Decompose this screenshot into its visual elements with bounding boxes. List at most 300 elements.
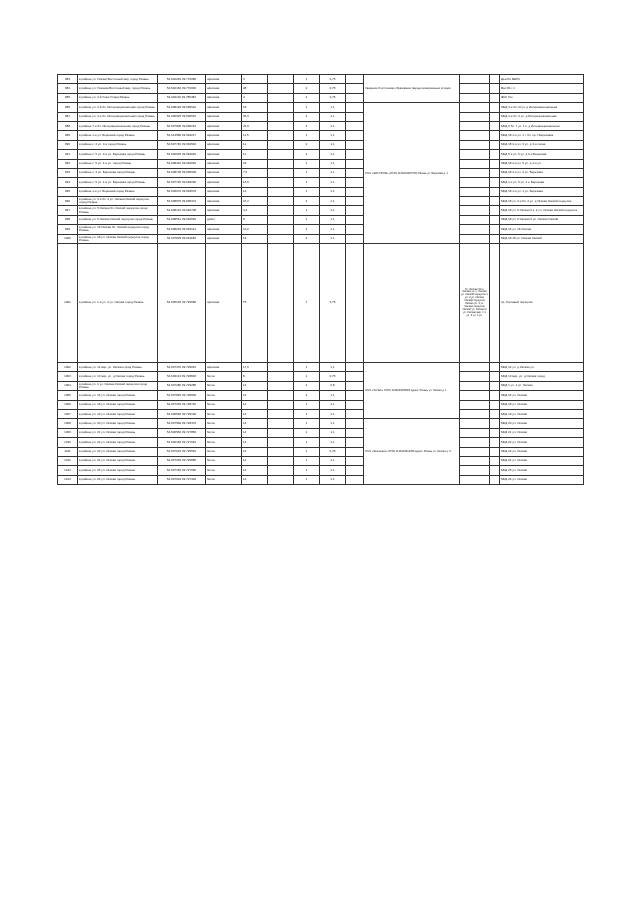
empty-cell (490, 75, 500, 84)
empty-cell (460, 234, 490, 243)
table-row (58, 456, 584, 465)
container-count-cell: 1 (294, 103, 320, 112)
address-cell: в районе с. 5 ул. 1-я ул. Березова город Рязань (78, 178, 158, 187)
empty-cell (490, 428, 500, 437)
row-number: 1004 (58, 381, 78, 390)
surface-type-cell: бетон (206, 456, 242, 465)
container-count-cell: 2 (294, 112, 320, 121)
coordinates-cell: 54.602263 39.770089 (158, 75, 206, 84)
surface-type-cell: офисная (206, 363, 242, 372)
container-count-cell: 2 (294, 84, 320, 93)
coordinates-cell: 54.607560 39.728470 (158, 419, 206, 428)
coordinates-cell: 54.607740 39.694540 (158, 140, 206, 149)
surface-type-cell: бетон (206, 391, 242, 400)
empty-cell (346, 178, 364, 187)
area-cell: 16,6 (242, 178, 268, 187)
container-count-cell: 4 (294, 391, 320, 400)
empty-cell (268, 409, 294, 418)
empty-cell (346, 438, 364, 447)
source-reference-cell: МКД 1-я ул. 5 ул. 1 к. Березова (500, 178, 584, 187)
surface-type-cell: бетон (206, 400, 242, 409)
row-number: 990 (58, 140, 78, 149)
container-volume-cell: 1,1 (320, 121, 346, 130)
row-number: 1001 (58, 244, 78, 363)
coordinates-cell: 54.602160 39.770000 (158, 84, 206, 93)
surface-type-cell: бетон (206, 466, 242, 475)
container-count-cell: 1 (294, 456, 320, 465)
container-count-cell: 1 (294, 409, 320, 418)
container-volume-cell: 1,1 (320, 475, 346, 484)
empty-cell (490, 475, 500, 484)
empty-cell (460, 84, 490, 93)
empty-cell (346, 75, 364, 84)
coordinates-cell: 54.608129 39.695622 (158, 103, 206, 112)
table-row (58, 93, 584, 102)
empty-cell (268, 75, 294, 84)
empty-cell (490, 93, 500, 102)
source-reference-cell: ФКС Тех (500, 93, 584, 102)
row-number: 995 (58, 187, 78, 196)
empty-cell (460, 75, 490, 84)
surface-type-cell: дебет (206, 215, 242, 224)
surface-type-cell: офисная (206, 197, 242, 206)
empty-cell (346, 159, 364, 168)
container-count-cell: 1 (294, 419, 320, 428)
coordinates-cell: 54.606025 39.696515 (158, 112, 206, 121)
surface-type-cell: бетон (206, 419, 242, 428)
surface-type-cell: офисная (206, 140, 242, 149)
empty-cell (268, 178, 294, 187)
source-reference-cell: МКД 23 ул. Окская (500, 447, 584, 456)
container-count-cell: 1 (294, 428, 320, 437)
address-cell: в районе ул. 22 ул. Окская город Рязань (78, 438, 158, 447)
empty-cell (346, 372, 364, 381)
empty-cell (268, 428, 294, 437)
empty-cell (346, 112, 364, 121)
empty-cell (490, 150, 500, 159)
empty-cell (490, 456, 500, 465)
container-volume-cell: 1,1 (320, 419, 346, 428)
address-cell: в районе с. 5 ул. 4-я ул. город Рязань (78, 159, 158, 168)
empty-cell (268, 121, 294, 130)
table-row (58, 475, 584, 484)
empty-cell (490, 140, 500, 149)
empty-cell (490, 466, 500, 475)
area-cell: 14 (242, 438, 268, 447)
coordinates-cell: 54.613580 39.694217 (158, 131, 206, 140)
container-volume-cell: 1,1 (320, 150, 346, 159)
row-number: 985 (58, 93, 78, 102)
source-reference-cell: МКД 1 ул. 1 ул. Окская (500, 381, 584, 390)
empty-cell (460, 159, 490, 168)
empty-cell (268, 447, 294, 456)
address-cell: в районе 7-я бл. Интернациональная город Рязань (78, 121, 158, 130)
empty-cell (346, 419, 364, 428)
container-volume-cell: 1,1 (320, 466, 346, 475)
empty-cell (268, 112, 294, 121)
container-count-cell: 1 (294, 363, 320, 372)
container-volume-cell: 1,1 (320, 168, 346, 177)
container-count-cell: 1 (294, 447, 320, 456)
container-volume-cell: 1,1 (320, 140, 346, 149)
coordinates-cell: 54.607260 39.728740 (158, 400, 206, 409)
table-row (58, 391, 584, 400)
area-cell: 7,5 (242, 168, 268, 177)
row-number: 998 (58, 215, 78, 224)
empty-cell (460, 391, 490, 400)
empty-cell (490, 112, 500, 121)
empty-cell (460, 419, 490, 428)
source-reference-cell: МКД 16 ул. 16 Окская (500, 225, 584, 234)
surface-type-cell: бетон (206, 381, 242, 390)
empty-cell (268, 131, 294, 140)
container-volume-cell: 0,75 (320, 93, 346, 102)
surface-type-cell: бетон (206, 372, 242, 381)
empty-cell (268, 225, 294, 234)
table-row (58, 121, 584, 130)
table-row (58, 197, 584, 206)
table-row (58, 381, 584, 390)
empty-cell (490, 381, 500, 390)
empty-cell (460, 131, 490, 140)
row-number: 989 (58, 131, 78, 140)
coordinates-cell: 54.607805 39.696219 (158, 121, 206, 130)
table-row (58, 168, 584, 177)
empty-cell (346, 391, 364, 400)
source-reference-cell: Вал 81 г.п (500, 84, 584, 93)
empty-cell (268, 244, 294, 363)
address-cell: в районе ул. 3-я бл. 4 ул. Окская Окский переулок город Рязань (78, 197, 158, 206)
area-cell: 37,2 (242, 197, 268, 206)
source-reference-cell: МКД 18 18 ул. Окская Окский (500, 234, 584, 243)
container-count-cell: 2 (294, 93, 320, 102)
address-cell: в районе ул. 23 ул. Окская город Рязань (78, 447, 158, 456)
empty-cell (490, 363, 500, 372)
surface-type-cell: офисная (206, 103, 242, 112)
address-cell: в районе ул. 21 ул. Окская город Рязань (78, 428, 158, 437)
empty-cell (268, 391, 294, 400)
empty-cell (460, 456, 490, 465)
empty-cell (346, 456, 364, 465)
empty-cell (346, 131, 364, 140)
empty-cell (268, 159, 294, 168)
empty-cell (268, 140, 294, 149)
empty-cell (490, 178, 500, 187)
table-row (58, 447, 584, 456)
surface-type-cell: офисная (206, 112, 242, 121)
container-volume-cell: 1,1 (320, 363, 346, 372)
table-row (58, 131, 584, 140)
container-volume-cell: 0,75 (320, 447, 346, 456)
row-number: 1005 (58, 391, 78, 400)
address-cell: в районе 1-я ул. Березова город Рязань (78, 131, 158, 140)
row-number: 1012 (58, 456, 78, 465)
container-volume-cell: 1,1 (320, 103, 346, 112)
empty-cell (490, 84, 500, 93)
area-cell: 11 (242, 150, 268, 159)
row-number: 1000 (58, 234, 78, 243)
surface-type-cell: бетон (206, 409, 242, 418)
table-row (58, 419, 584, 428)
address-cell: в районе ул. 12 мкр. ул. Окская город Рязань (78, 363, 158, 372)
coordinates-cell: 54.607034 39.729591 (158, 447, 206, 456)
container-volume-cell: 1,1 (320, 409, 346, 418)
container-volume-cell: 1,1 (320, 112, 346, 121)
row-number: 1014 (58, 475, 78, 484)
empty-cell (490, 372, 500, 381)
empty-cell (346, 150, 364, 159)
container-count-cell: 1 (294, 438, 320, 447)
empty-cell (268, 197, 294, 206)
empty-cell (268, 84, 294, 93)
source-reference-cell: МКД 24 ул. Окская (500, 456, 584, 465)
address-cell: в районе ул. 18 ул. Окская город Рязань (78, 400, 158, 409)
empty-cell (460, 168, 490, 177)
container-count-cell: 4 (294, 197, 320, 206)
empty-cell (346, 93, 364, 102)
table-row (58, 409, 584, 418)
operator-note: ООО «ЭКО-ПРОМ» (ОГРН 1146234007750) Рязань ул. Березова д. 1 (364, 103, 460, 244)
empty-cell (268, 475, 294, 484)
surface-type-cell: офисная (206, 75, 242, 84)
empty-cell (346, 466, 364, 475)
empty-cell (490, 197, 500, 206)
source-reference-cell: пр. Торговый переулок (500, 244, 584, 363)
container-count-cell: 2 (294, 381, 320, 390)
container-count-cell: 2 (294, 140, 320, 149)
source-reference-cell: Ден-Ри ФЕРС (500, 75, 584, 84)
row-number: 994 (58, 178, 78, 187)
area-cell: 24 (242, 159, 268, 168)
registry-table (57, 74, 584, 485)
table-body (58, 75, 584, 485)
address-cell: в районе ул. 26 ул. Окская город Рязань (78, 475, 158, 484)
address-cell: в районе ул. 6 Окская Окский переулок город Рязань (78, 215, 158, 224)
area-cell: 4,2 (242, 206, 268, 215)
container-volume-cell: 0,75 (320, 84, 346, 93)
container-volume-cell: 1,1 (320, 197, 346, 206)
container-count-cell: 1 (294, 372, 320, 381)
container-count-cell: 1 (294, 168, 320, 177)
address-cell: в районе ул. 5 Окская бл. Окский переулок город Рязань (78, 206, 158, 215)
source-reference-cell: МКД 18 4-я ул. 3 ул. д 3-я сосна (500, 140, 584, 149)
source-reference-cell: МКД 18 ул. 3-я бл. 4 ул. д Окская Окский переулок (500, 197, 584, 206)
coordinates-cell: 54.606160 39.727091 (158, 438, 206, 447)
address-cell: в районе ул. 1-я ул. 3 ул. Окская город Рязань (78, 244, 158, 363)
empty-cell (490, 131, 500, 140)
container-count-cell: 1 (294, 400, 320, 409)
empty-cell (346, 400, 364, 409)
empty-cell (490, 244, 500, 363)
coordinates-cell: 54.602116 39.785483 (158, 93, 206, 102)
surface-type-cell: офисная (206, 93, 242, 102)
source-reference-cell: МКД 3-я бл. 3 ул. д Интернациональная (500, 112, 584, 121)
empty-cell (268, 438, 294, 447)
address-cell: в районе ул. Усачева Восточный мкр, город Рязань (78, 84, 158, 93)
container-volume-cell: 0,8 (320, 381, 346, 390)
container-volume-cell: 1,1 (320, 438, 346, 447)
surface-type-cell: офисная (206, 159, 242, 168)
table-row (58, 372, 584, 381)
empty-cell (346, 84, 364, 93)
empty-cell (490, 159, 500, 168)
empty-cell (346, 244, 364, 363)
operator-note: ООО «ТехЭко» ОГРН 1136234005823 адрес: Рязань ул. Окская д. 1 (364, 363, 460, 419)
coordinates-cell: 54.607825 39.691180 (158, 234, 206, 243)
container-count-cell: 1 (294, 75, 320, 84)
empty-cell (268, 419, 294, 428)
coordinates-cell: 54.608700 39.695000 (158, 168, 206, 177)
container-volume-cell: 1,1 (320, 215, 346, 224)
table-row (58, 225, 584, 234)
address-cell: в районе ул. 4-я бл. Интернациональная город Рязань (78, 112, 158, 121)
table-row (58, 112, 584, 121)
area-cell: 11 (242, 140, 268, 149)
address-cell: в районе ул. 20 ул. Окская город Рязань (78, 419, 158, 428)
empty-cell (460, 215, 490, 224)
source-reference-cell: МКД 3 бл. 7 ул. 1 к. д Интернациональная (500, 121, 584, 130)
address-cell: в районе ул. 18 ул. Окская Окский переулок город Рязань (78, 234, 158, 243)
area-cell: 10,2 (242, 225, 268, 234)
area-cell: 14 (242, 475, 268, 484)
empty-cell (268, 206, 294, 215)
vertical-note-cell: Ул. Окская 3С к. Окская ул. к. Окская ул. Окский переулок 1 ул. 2 ул. Окская Окский переулок Окская ул. 3 ул. Окская переулок Окский ул. Окская 2 ул. Окская мкр. 1 1 ул. 3 ул. 4 ул. (460, 244, 490, 363)
surface-type-cell: офисная (206, 84, 242, 93)
empty-cell (490, 225, 500, 234)
container-count-cell: 4 (294, 121, 320, 130)
area-cell: 14 (242, 381, 268, 390)
empty-cell (268, 363, 294, 372)
empty-cell (460, 187, 490, 196)
source-reference-cell: МКД 13 мкр. ул. д Окская город (500, 372, 584, 381)
address-cell: в районе ул. 13 мкр. ул. д Окская город Рязань (78, 372, 158, 381)
coordinates-cell: 54.609070 39.694570 (158, 187, 206, 196)
empty-cell (490, 187, 500, 196)
container-count-cell: 1 (294, 178, 320, 187)
empty-cell (346, 168, 364, 177)
operator-note: Сведения об источниках образования твердых коммунальных отходов (364, 75, 460, 103)
coordinates-cell: 54.606560 39.727850 (158, 428, 206, 437)
empty-cell (460, 112, 490, 121)
empty-cell (268, 215, 294, 224)
empty-cell (490, 438, 500, 447)
container-volume-cell: 1,1 (320, 206, 346, 215)
empty-cell (346, 381, 364, 390)
surface-type-cell: офисная (206, 225, 242, 234)
empty-cell (346, 363, 364, 372)
surface-type-cell: офисная (206, 168, 242, 177)
empty-cell (346, 187, 364, 196)
source-reference-cell: МКД 22 ул. Окская (500, 438, 584, 447)
container-count-cell: 1 (294, 159, 320, 168)
source-reference-cell: МКД 25 ул. Окская (500, 466, 584, 475)
empty-cell (346, 215, 364, 224)
surface-type-cell: офисная (206, 206, 242, 215)
row-number: 997 (58, 206, 78, 215)
area-cell: 8 (242, 215, 268, 224)
empty-cell (460, 475, 490, 484)
coordinates-cell: 54.608410 39.694640 (158, 159, 206, 168)
source-reference-cell: МКД 18 ул. 5 Окская 2 к. 2 ул. Окская Окский переулок (500, 206, 584, 215)
source-reference-cell: МКД 21 ул. Окская (500, 428, 584, 437)
area-cell: 8 (242, 372, 268, 381)
surface-type-cell: бетон (206, 447, 242, 456)
coordinates-cell: 54.607634 39.727420 (158, 475, 206, 484)
empty-cell (268, 187, 294, 196)
coordinates-cell: 54.606590 39.729190 (158, 409, 206, 418)
source-reference-cell: МКД 20 ул. Окская (500, 419, 584, 428)
coordinates-cell: 54.607820 39.728900 (158, 391, 206, 400)
table-row (58, 215, 584, 224)
area-cell: 75 (242, 244, 268, 363)
empty-cell (490, 206, 500, 215)
empty-cell (268, 400, 294, 409)
area-cell: 14 (242, 391, 268, 400)
row-number: 983 (58, 75, 78, 84)
source-reference-cell: МКД 18 4-я ул. 5 ул. д 4-я ул. (500, 159, 584, 168)
coordinates-cell: 54.608294 39.693141 (158, 225, 206, 234)
empty-cell (346, 447, 364, 456)
empty-cell (268, 93, 294, 102)
source-reference-cell: МКД 18 ул. 5 Окская 6 ул. Окская Окский (500, 215, 584, 224)
empty-cell (490, 168, 500, 177)
table-row (58, 400, 584, 409)
empty-cell (490, 215, 500, 224)
container-volume-cell: 0,75 (320, 75, 346, 84)
coordinates-cell: 54.608975 39.695372 (158, 197, 206, 206)
empty-cell (346, 121, 364, 130)
empty-cell (460, 428, 490, 437)
row-number: 987 (58, 112, 78, 121)
area-cell: 14 (242, 466, 268, 475)
source-reference-cell: МКД 18 4-я ул. 4 ул. Березова (500, 168, 584, 177)
address-cell: в районе с. 4 ул. Березова город Рязань (78, 168, 158, 177)
area-cell: 14 (242, 456, 268, 465)
source-reference-cell: МКД 18 ул. Окская (500, 400, 584, 409)
address-cell: в районе ул. 25 ул. Окская город Рязань (78, 466, 158, 475)
row-number: 1010 (58, 438, 78, 447)
row-number: 993 (58, 168, 78, 177)
empty-cell (268, 103, 294, 112)
empty-cell (268, 456, 294, 465)
area-cell: 14 (242, 409, 268, 418)
empty-cell (490, 409, 500, 418)
container-count-cell: 1 (294, 215, 320, 224)
empty-cell (346, 409, 364, 418)
empty-cell (346, 428, 364, 437)
container-volume-cell: 0,75 (320, 244, 346, 363)
empty-cell (460, 381, 490, 390)
surface-type-cell: офисная (206, 234, 242, 243)
waste-sites-table (57, 74, 583, 485)
area-cell: 35,9 (242, 112, 268, 121)
container-volume-cell: 1,1 (320, 131, 346, 140)
empty-cell (490, 103, 500, 112)
empty-cell (460, 103, 490, 112)
row-number: 1002 (58, 363, 78, 372)
empty-cell (346, 197, 364, 206)
address-cell: в районе ул. 1 ул. Окская Окский переулок город Рязань (78, 381, 158, 390)
empty-cell (268, 234, 294, 243)
empty-cell (460, 409, 490, 418)
surface-type-cell: бетон (206, 475, 242, 484)
empty-cell (268, 466, 294, 475)
address-cell: в районе ул. 19 ул. Окская город Рязань (78, 409, 158, 418)
empty-cell (268, 150, 294, 159)
address-cell: в районе с. 4 ул. 3-я город Рязань (78, 140, 158, 149)
coordinates-cell: 54.608124 39.692708 (158, 206, 206, 215)
container-count-cell: 2 (294, 150, 320, 159)
